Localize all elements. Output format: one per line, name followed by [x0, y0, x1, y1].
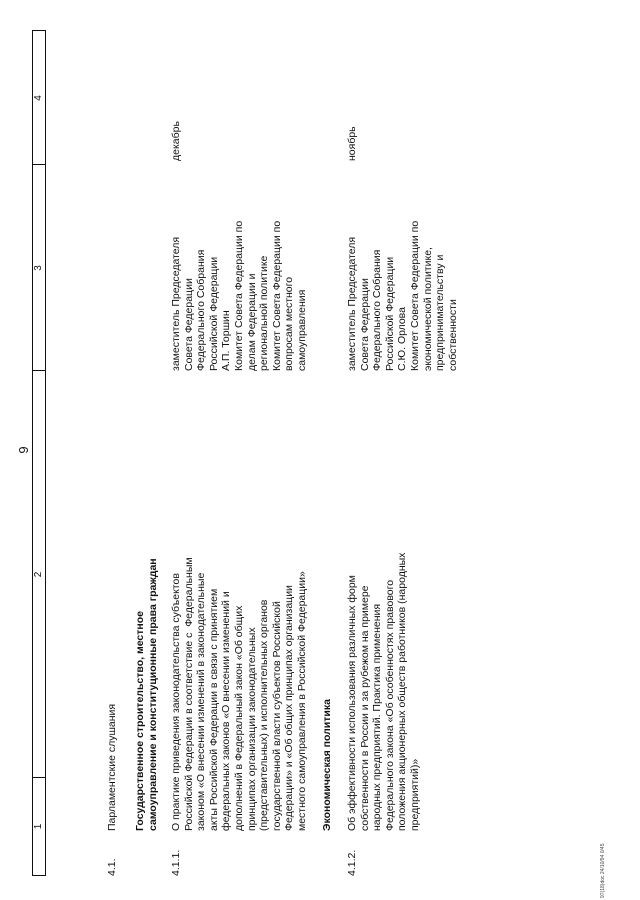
responsible-line: Совета Федерации — [182, 278, 195, 371]
responsible-line: Федерального Собрания — [371, 249, 384, 371]
plan-table — [32, 30, 592, 876]
header-col-2: 2 — [33, 370, 45, 778]
topic-line: (представительных) и исполнительных органов — [258, 599, 271, 831]
responsible-line: Федерального Собрания — [195, 249, 208, 371]
responsible-line: Комитет Совета Федерации по — [233, 220, 245, 371]
section-title: Парламентские слушания — [106, 703, 118, 831]
responsible-line: Российской Федерации — [207, 256, 220, 371]
responsible-line: собственности — [446, 299, 459, 371]
row-date: декабрь — [170, 121, 182, 161]
responsible-line: предпринимательству и — [434, 254, 447, 371]
topic-line: местного самоуправления в Российской Федерации» — [296, 571, 308, 831]
responsible-line: региональной политике — [258, 255, 271, 371]
topic-line: предприятий)» — [409, 758, 421, 831]
topic-line: принципах организации законодательных — [245, 627, 258, 831]
subheading-line-1: Государственное строительство, местное — [134, 611, 146, 831]
header-col-3: 3 — [33, 164, 45, 371]
topic-line: акты Российской Федерации в связи с принятием — [207, 588, 220, 831]
responsible-line: Совета Федерации — [358, 278, 371, 371]
topic-line: дополнений в Федеральный закон «Об общих — [233, 605, 245, 831]
header-col-1: 1 — [33, 777, 45, 875]
topic-line: федеральных законов «О внесении изменений и — [220, 591, 233, 831]
responsible-line: С.Ю. Орлова — [396, 307, 409, 371]
topic-line: государственной власти субъектов Российской — [270, 601, 283, 831]
responsible-line: заместитель Председателя — [170, 236, 182, 371]
topic-line: Федерального закона «Об особенностях правового — [383, 579, 396, 831]
responsible-line: экономической политике, — [421, 247, 434, 371]
row-date: ноябрь — [346, 126, 358, 161]
topic-line: законом «О внесении изменений в законодательные — [195, 572, 208, 831]
responsible-line: вопросам местного — [283, 276, 296, 371]
section-subheading: Экономическая политика — [321, 699, 333, 831]
table-header — [32, 30, 46, 876]
responsible-line: делам Федерации и — [245, 273, 258, 371]
responsible-line: Российской Федерации — [383, 256, 396, 371]
subheading-line-2: самоуправление и конституционные права граждан — [146, 558, 159, 831]
topic-line: Об эффективности использования различных форм — [346, 575, 358, 831]
row-number: 4.1.1. — [170, 849, 182, 876]
topic-line: народных предприятий. Практика применения — [371, 603, 384, 831]
header-col-4: 4 — [33, 95, 44, 101]
responsible-line: заместитель Председателя — [346, 236, 358, 371]
topic-line: собственности в России и за рубежом на примере — [358, 585, 371, 831]
responsible-line: А.П. Торшин — [220, 310, 233, 371]
topic-line: О практике приведения законодательства субъектов — [170, 573, 182, 831]
responsible-line: Комитет Совета Федерации по — [270, 220, 283, 371]
row-number: 4.1.2. — [346, 849, 358, 876]
topic-line: положения акционерных обществ работников (народных — [396, 552, 409, 831]
footer-code: 97(18)doc 24/10/94 0/45 — [600, 843, 606, 898]
responsible-line: Комитет Совета Федерации по — [409, 220, 421, 371]
topic-line: Федерации» и «Об общих принципах организации — [283, 585, 296, 831]
topic-line: Российской Федерации в соответствие с Федеральным — [182, 557, 195, 831]
section-number: 4.1. — [106, 858, 118, 876]
responsible-line: самоуправления — [296, 289, 308, 371]
page-number: 9 — [16, 446, 31, 454]
